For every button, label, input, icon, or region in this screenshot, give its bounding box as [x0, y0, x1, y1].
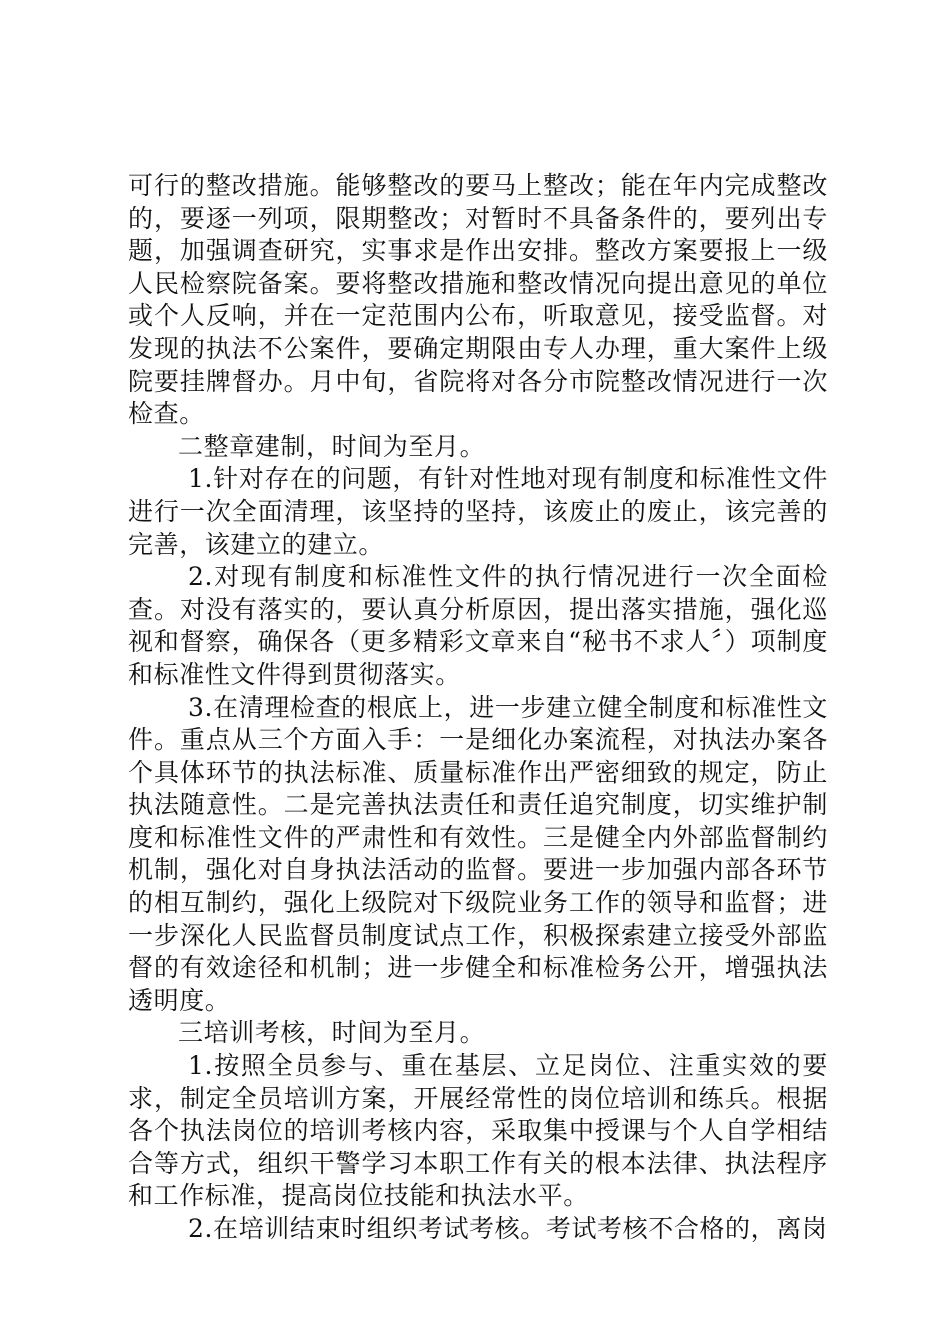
- paragraph-training-1: 1.按照全员参与、重在基层、立足岗位、注重实效的要求，制定全员培训方案，开展经常性的岗位培训和练兵。根据各个执法岗位的培训考核内容，采取集中授课与个人自学相结合等方式，组织干警学习本职工作有关的根本法律、执法程序和工作标准，提高岗位技能和执法水平。: [128, 1051, 828, 1211]
- section-heading-3: 三培训考核，时间为至月。: [178, 1018, 486, 1048]
- paragraph-item-1: 1.针对存在的问题，有针对性地对现有制度和标准性文件进行一次全面清理，该坚持的坚持，该废止的废止，该完善的完善，该建立的建立。: [128, 464, 828, 559]
- paragraph-item-3: 3.在清理检查的根底上，进一步建立健全制度和标准性文件。重点从三个方面入手：一是细化办案流程，对执法办案各个具体环节的执法标准、质量标准作出严密细致的规定，防止执法随意性。二是完善执法责任和责任追究制度，切实维护制度和标准性文件的严肃性和有效性。三是健全内外部监督制约机制，强化对自身执法活动的监督。要进一步加强内部各环节的相互制约，强化上级院对下级院业务工作的领导和监督；进一步深化人民监督员制度试点工作，积极探索建立接受外部监督的有效途径和机制；进一步健全和标准检务公开，增强执法透明度。: [128, 692, 828, 1015]
- paragraph-item-2: 2.对现有制度和标准性文件的执行情况进行一次全面检查。对没有落实的，要认真分析原因，提出落实措施，强化巡视和督察，确保各（更多精彩文章来自“秘书不求人〞）项制度和标准性文件得到贯彻落实。: [128, 562, 828, 689]
- document-body: [128, 170, 828, 1246]
- paragraph-continuation: 可行的整改措施。能够整改的要马上整改；能在年内完成整改的，要逐一列项，限期整改；对暂时不具备条件的，要列出专题，加强调查研究，实事求是作出安排。整改方案要报上一级人民检察院备案。要将整改措施和整改情况向提出意见的单位或个人反响，并在一定范围内公布，听取意见，接受监督。对发现的执法不公案件，要确定期限由专人办理，重大案件上级院要挂牌督办。月中旬，省院将对各分市院整改情况进行一次检查。: [128, 171, 828, 429]
- paragraph-training-2: 2.在培训结束时组织考试考核。考试考核不合格的，离岗: [188, 1214, 828, 1243]
- section-heading-2: 二整章建制，时间为至月。: [178, 431, 486, 461]
